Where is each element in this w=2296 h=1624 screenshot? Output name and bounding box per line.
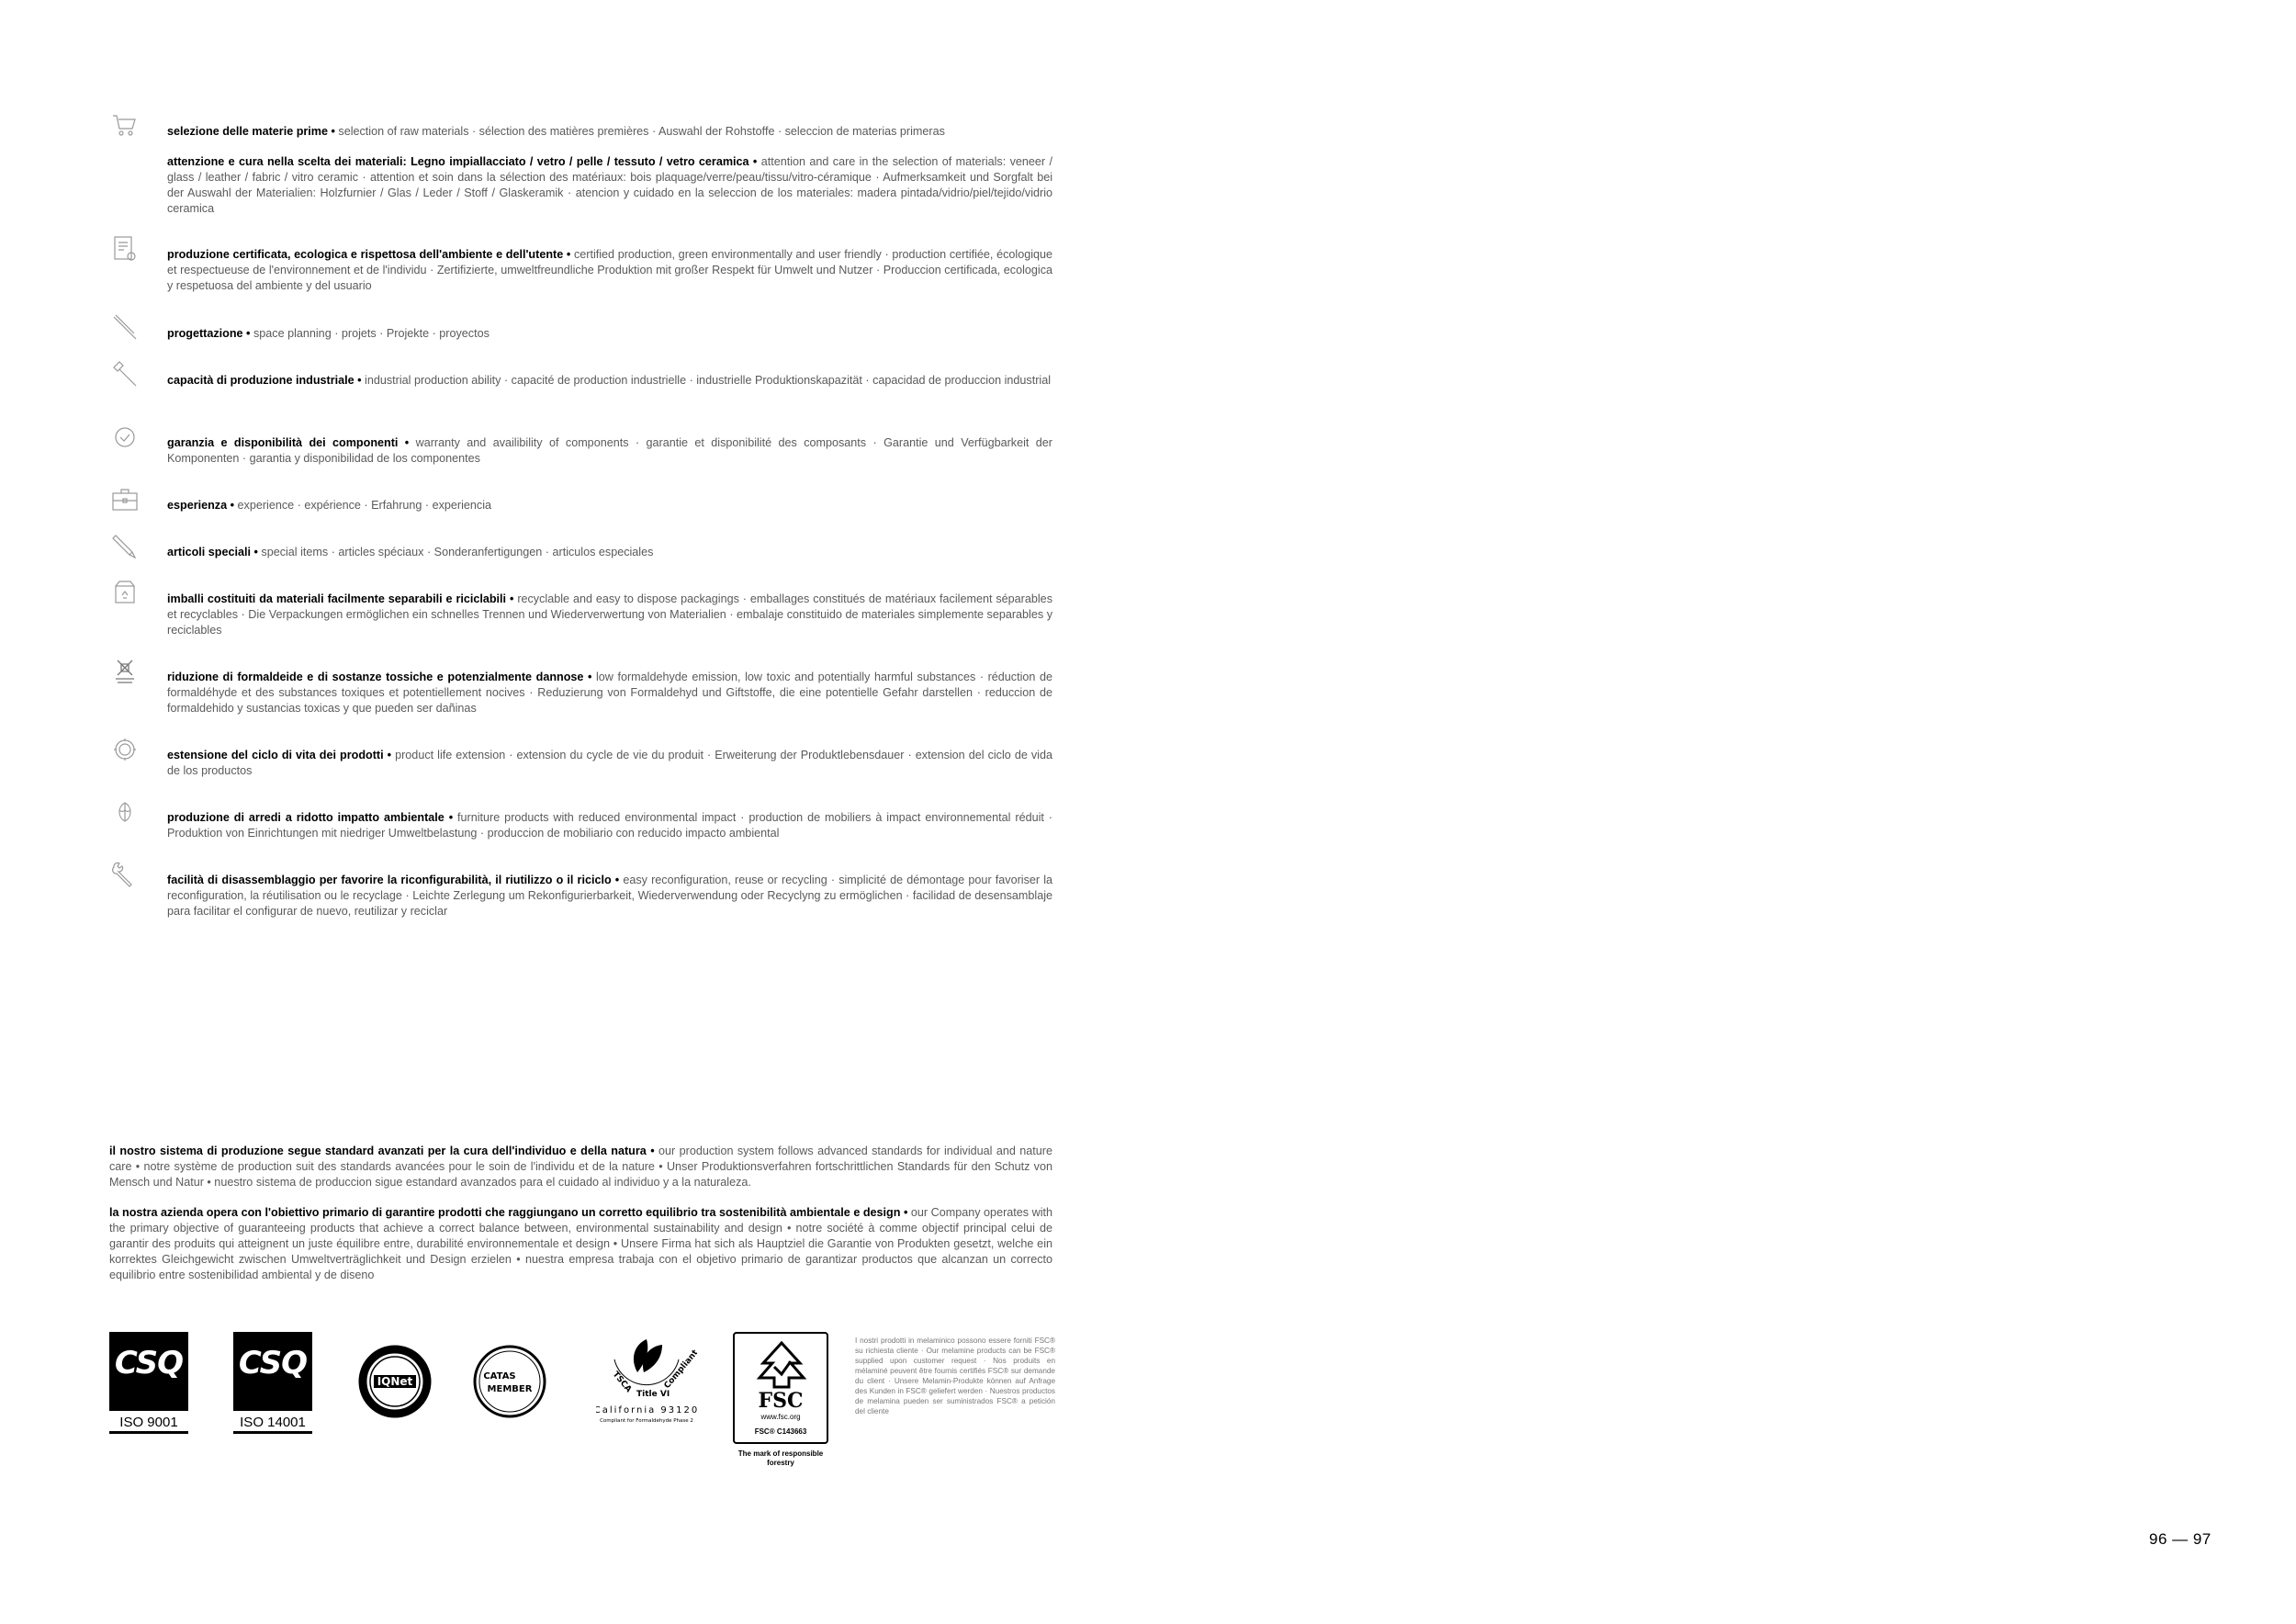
feature-text	[167, 124, 1052, 217]
feature-body: space planning · projets · Projekte · proyectos	[250, 327, 490, 340]
eco-leaf-icon	[110, 797, 140, 827]
catas-member-logo	[472, 1344, 547, 1424]
fsc-tagline: The mark of responsible forestry	[737, 1449, 824, 1467]
feature-text	[167, 247, 1052, 294]
feature-text	[167, 498, 1052, 513]
statement-title: il nostro sistema di produzione segue standard avanzati per la cura dell'individuo e della natura •	[109, 1145, 655, 1157]
fsc-url: www.fsc.org	[760, 1413, 801, 1421]
lifecycle-circle-icon	[110, 735, 140, 764]
feature-text	[167, 873, 1052, 919]
feature-text	[167, 670, 1052, 716]
tsca-leaf-mark	[596, 1332, 697, 1431]
csq-mark	[233, 1332, 312, 1411]
pencil-icon	[110, 313, 140, 343]
csq-iso9001-logo	[109, 1332, 188, 1434]
feature-title: imballi costituiti da materiali facilmente separabili e riciclabili •	[167, 592, 514, 605]
svg-text:MEMBER: MEMBER	[487, 1384, 533, 1394]
feature-text	[167, 545, 1052, 560]
statement-body: our Company operates with the primary objective of guaranteeing products that achieve a correct balance between, environmental sustainability and design • notre société à comme objectif principal celui de garantir des produits qui atteignent un juste équilibre entre, durabilité environnementale et design • Unsere Firma hat sich als Hauptziel die Garantie von Produkten gesetzt, welche ein korrektes Gleichgewicht zwischen Umweltverträglichkeit und Design erzielen • nuestra empresa trabaja con el objetivo primario de garantizar productos que alcanzan un correcto equilibrio entre sostenibilidad ambiental y de diseno	[109, 1206, 1052, 1281]
statement-company-objective	[109, 1205, 1052, 1283]
feature-title: esperienza •	[167, 499, 235, 512]
csq-mark	[109, 1332, 188, 1411]
feature-title: produzione di arredi a ridotto impatto ambientale •	[167, 811, 454, 824]
svg-text:Compliant for Formaldehyde Pha: Compliant for Formaldehyde Phase 2	[600, 1418, 693, 1424]
iso-label: ISO 9001	[109, 1415, 188, 1434]
certification-logos	[109, 1332, 1064, 1479]
feature-text	[167, 373, 1052, 389]
feature-body: special items · articles spéciaux · Sonderanfertigungen · articulos especiales	[257, 546, 654, 558]
feature-body: experience · expérience · Erfahrung · experiencia	[234, 499, 492, 512]
certificate-document-icon	[110, 234, 140, 264]
iso-label: ISO 14001	[233, 1415, 312, 1434]
svg-text:Compliant: Compliant	[662, 1348, 697, 1391]
feature-body: easy reconfiguration, reuse or recycling · simplicité de démontage pour favoriser la reconfiguration, la réutilisation ou le recyclage · Leichte Zerlegung um Rekonfigurierbarkeit, Wiederverwendung oder Recyclyng zu ermöglichen · facilidad de desensamblaje para facilitar el configurar de nuevo, reutilizar y reciclar	[167, 874, 1053, 918]
check-circle-icon	[110, 423, 140, 452]
fsc-logo	[733, 1332, 828, 1468]
svg-text:Title VI: Title VI	[636, 1390, 670, 1399]
feature-title: selezione delle materie prime •	[167, 125, 335, 138]
svg-text:California 93120: California 93120	[596, 1405, 697, 1415]
csq-text: CSQ	[114, 1345, 184, 1382]
feature-body: warranty and availibility of components · garantie et disponibilité des composants · Garantie und Verfügbarkeit der Komponenten · garantia y disponibilidad de los componentes	[167, 436, 1052, 465]
feature-title: capacità di produzione industriale •	[167, 374, 362, 387]
briefcase-icon	[110, 485, 140, 514]
fsc-tree-icon	[754, 1339, 809, 1391]
svg-text:CATAS: CATAS	[483, 1371, 516, 1382]
feature-subbody: attention and care in the selection of materials: veneer / glass / leather / fabric / vitro ceramic · attention et soin dans la sélection des matériaux: bois plaquage/verre/peau/tissu/vitro-céramique · Aufmerksamkeit und Sorgfalt bei der Auswahl der Materialien: Holzfurnier / Glas / Leder / Stoff / Glaskeramik · atencion y cuidado en la seleccion de los materiales: madera pintada/vidrio/piel/tejido/vidrio ceramica	[167, 155, 1052, 215]
svg-text:IQNet: IQNet	[377, 1375, 413, 1388]
fsc-title: FSC	[758, 1389, 804, 1413]
statement-production-system	[109, 1144, 1052, 1190]
feature-body: industrial production ability · capacité de production industrielle · industrielle Produktionskapazität · capacidad de produccion industrial	[361, 374, 1051, 387]
recycle-package-icon	[110, 579, 140, 608]
feature-body: selection of raw materials · sélection des matières premières · Auswahl der Rohstoffe · seleccion de materias primeras	[334, 125, 945, 138]
csq-iso14001-logo	[233, 1332, 312, 1434]
bottom-statements	[109, 1144, 1052, 1298]
wrench-icon	[110, 860, 140, 889]
feature-title: progettazione •	[167, 327, 251, 340]
shopping-cart-icon	[110, 111, 140, 141]
fsc-note: I nostri prodotti in melaminico possono essere forniti FSC® su richiesta cliente · Our melamine products can be FSC® supplied upon customer request · Nos produits en mélaminé peuvent être fournis certifiés FSC® sur demande du client · Unsere Melamin-Produkte können auf Anfrage des Kunden in FSC® geliefert werden · Nuestros productos de melamina pueden ser suministrados FSC® a petición del cliente	[855, 1336, 1055, 1415]
feature-body: low formaldehyde emission, low toxic and potentially harmful substances · réduction de formaldéhyde et des substances toxiques et potentiellement nocives · Reduzierung von Formaldehyd und Giftstoffe, die eine potentielle Gefahr darstellen · reduccion de formaldehido y sustancias toxicas y que pueden ser dañinas	[167, 671, 1052, 715]
feature-title: riduzione di formaldeide e di sostanze tossiche e potenzialmente dannose •	[167, 671, 592, 683]
feature-text	[167, 592, 1052, 638]
feature-title: facilità di disassemblaggio per favorire la riconfigurabilità, il riutilizzo o il riciclo •	[167, 874, 620, 886]
csq-text: CSQ	[238, 1345, 308, 1382]
feature-text	[167, 326, 1052, 342]
feature-text	[167, 810, 1052, 841]
catas-seal	[472, 1344, 547, 1419]
feature-subparagraph	[167, 154, 1052, 217]
tsca-logo	[596, 1332, 697, 1436]
fsc-frame	[733, 1332, 828, 1444]
feature-text	[167, 435, 1052, 467]
feature-body: certified production, green environmentally and user friendly · production certifiée, écologique et respectueuse de l'environnement et de l'individu · Zertifizierte, umweltfreundliche Produktion mit großer Respekt für Umwelt und Nutzer · Produccion certificada, ecologica y respetuosa del ambiente y del usuario	[167, 248, 1053, 292]
low-formaldehyde-icon	[110, 657, 140, 686]
iqnet-seal	[357, 1344, 433, 1419]
hammer-icon	[110, 360, 140, 389]
feature-body: furniture products with reduced environmental impact · production de mobiliers à impact environnemental réduit · Produktion von Einrichtungen mit niedriger Umweltbelastung · produccion de mobiliario con reducido impacto ambiental	[167, 811, 1052, 840]
pen-nib-icon	[110, 532, 140, 561]
feature-title: produzione certificata, ecologica e rispettosa dell'ambiente e dell'utente •	[167, 248, 571, 261]
feature-title: articoli speciali •	[167, 546, 258, 558]
page-number: 96 — 97	[2149, 1530, 2212, 1548]
feature-body: product life extension · extension du cycle de vie du produit · Erweiterung der Produktlebensdauer · extension del ciclo de vida de los productos	[167, 749, 1052, 777]
feature-text	[167, 748, 1052, 779]
feature-title: estensione del ciclo di vita dei prodotti •	[167, 749, 392, 761]
feature-title: garanzia e disponibilità dei componenti •	[167, 436, 410, 449]
iqnet-logo	[357, 1344, 433, 1424]
feature-body: recyclable and easy to dispose packagings · emballages constitués de matériaux facilement séparables et recyclables · Die Verpackungen ermöglichen ein schnelles Trennen und Wiederverwertung von Materialien · embalaje constituido de materiales simplemente separables y reciclables	[167, 592, 1052, 637]
statement-title: la nostra azienda opera con l'obiettivo primario di garantire prodotti che raggiungano un corretto equilibrio tra sostenibilità ambientale e design •	[109, 1206, 908, 1219]
feature-subtitle: attenzione e cura nella scelta dei materiali: Legno impiallacciato / vetro / pelle / tessuto / vetro ceramica •	[167, 155, 758, 168]
svg-text:TSCA: TSCA	[610, 1370, 634, 1395]
statement-body: our production system follows advanced standards for individual and nature care • notre système de production suit des standards avancées pour le soin de l'individu et de la nature • Unser Produktionsverfahren fortschrittlichen Standards für den Schutz von Mensch und Natur • nuestro sistema de produccion sigue estandard avanzados para el cuidado al individuo y a la naturaleza.	[109, 1145, 1053, 1189]
fsc-license-code: FSC® C143663	[754, 1427, 807, 1436]
